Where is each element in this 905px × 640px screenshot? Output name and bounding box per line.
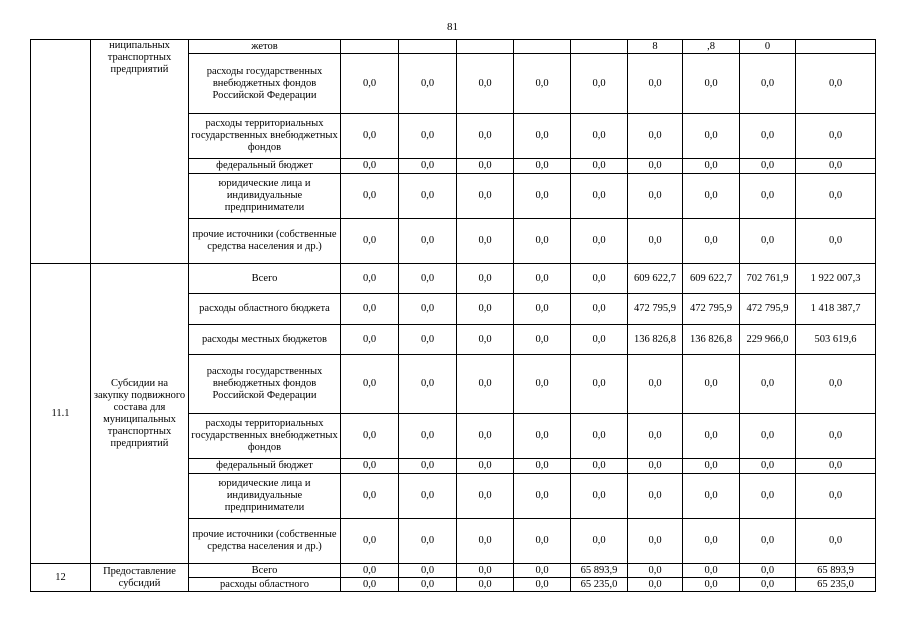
value-cell: 0,0: [457, 564, 514, 578]
value-cell: 503 619,6: [796, 325, 876, 355]
value-cell: 0,0: [457, 294, 514, 325]
value-cell: 0,0: [457, 264, 514, 294]
value-cell: 0,0: [683, 355, 740, 414]
funding-source: расходы территориальных государственных внебюджетных фондов: [189, 414, 341, 459]
value-cell: 0,0: [457, 159, 514, 174]
value-cell: 0,0: [457, 474, 514, 519]
table-body: [31, 40, 876, 592]
funding-source: расходы государственных внебюджетных фондов Российской Федерации: [189, 54, 341, 114]
value-cell: [514, 40, 571, 54]
value-cell: 0,0: [514, 474, 571, 519]
value-cell: 0,0: [628, 459, 683, 474]
value-cell: 702 761,9: [740, 264, 796, 294]
value-cell: 0,0: [457, 355, 514, 414]
value-cell: 0,0: [341, 519, 399, 564]
value-cell: 0,0: [341, 159, 399, 174]
value-cell: 0,0: [628, 474, 683, 519]
value-cell: 0,0: [628, 54, 683, 114]
funding-source: расходы местных бюджетов: [189, 325, 341, 355]
funding-source: расходы областного: [189, 578, 341, 592]
value-cell: 0,0: [796, 159, 876, 174]
value-cell: 609 622,7: [683, 264, 740, 294]
value-cell: 0,0: [341, 114, 399, 159]
value-cell: 0,0: [740, 414, 796, 459]
value-cell: 0,0: [514, 219, 571, 264]
value-cell: 0,0: [399, 414, 457, 459]
value-cell: 0,0: [628, 174, 683, 219]
value-cell: 0,0: [457, 114, 514, 159]
value-cell: 0,0: [457, 459, 514, 474]
value-cell: 0,0: [740, 174, 796, 219]
value-cell: 0,0: [399, 159, 457, 174]
value-cell: 609 622,7: [628, 264, 683, 294]
funding-source: юридические лица и индивидуальные предприниматели: [189, 174, 341, 219]
value-cell: 0,0: [341, 355, 399, 414]
value-cell: 0,0: [514, 114, 571, 159]
value-cell: 0,0: [514, 564, 571, 578]
value-cell: 0,0: [341, 459, 399, 474]
value-cell: 0,0: [341, 414, 399, 459]
value-cell: 0,0: [514, 294, 571, 325]
value-cell: 472 795,9: [628, 294, 683, 325]
funding-source: жетов: [189, 40, 341, 54]
value-cell: 0,0: [571, 325, 628, 355]
value-cell: 0,0: [399, 474, 457, 519]
value-cell: 1 418 387,7: [796, 294, 876, 325]
value-cell: ,8: [683, 40, 740, 54]
item-number: [31, 40, 91, 264]
item-name: Субсидии на закупку подвижного состава для муниципальных транспортных предприятий: [91, 264, 189, 564]
funding-source: юридические лица и индивидуальные предприниматели: [189, 474, 341, 519]
value-cell: 65 893,9: [571, 564, 628, 578]
value-cell: 0,0: [628, 159, 683, 174]
value-cell: 0,0: [341, 264, 399, 294]
value-cell: 65 235,0: [796, 578, 876, 592]
value-cell: [796, 40, 876, 54]
value-cell: 0,0: [796, 459, 876, 474]
value-cell: 0,0: [457, 325, 514, 355]
funding-source: расходы государственных внебюджетных фондов Российской Федерации: [189, 355, 341, 414]
value-cell: 0,0: [740, 355, 796, 414]
value-cell: [399, 40, 457, 54]
value-cell: 0,0: [571, 459, 628, 474]
value-cell: 0,0: [341, 578, 399, 592]
value-cell: 0,0: [571, 219, 628, 264]
value-cell: 0,0: [514, 355, 571, 414]
budget-table: [30, 39, 876, 592]
value-cell: 0,0: [683, 519, 740, 564]
value-cell: 0,0: [341, 294, 399, 325]
value-cell: 0,0: [683, 474, 740, 519]
value-cell: 0,0: [740, 578, 796, 592]
value-cell: 0,0: [514, 264, 571, 294]
value-cell: 0,0: [571, 474, 628, 519]
value-cell: 0,0: [514, 414, 571, 459]
value-cell: 0,0: [457, 414, 514, 459]
value-cell: 0,0: [399, 219, 457, 264]
value-cell: 0,0: [514, 174, 571, 219]
value-cell: 0,0: [341, 474, 399, 519]
value-cell: 0,0: [341, 325, 399, 355]
item-name: ниципальных транспортных предприятий: [91, 40, 189, 264]
value-cell: 0,0: [683, 174, 740, 219]
value-cell: 0,0: [399, 564, 457, 578]
funding-source: расходы областного бюджета: [189, 294, 341, 325]
value-cell: 0,0: [571, 414, 628, 459]
table-row: [31, 40, 876, 54]
value-cell: 0,0: [399, 325, 457, 355]
value-cell: 0,0: [740, 519, 796, 564]
table-row: [31, 264, 876, 294]
value-cell: 0,0: [571, 159, 628, 174]
value-cell: 8: [628, 40, 683, 54]
value-cell: 0,0: [740, 564, 796, 578]
value-cell: 0,0: [683, 219, 740, 264]
value-cell: 0,0: [571, 114, 628, 159]
value-cell: 0,0: [341, 174, 399, 219]
value-cell: [457, 40, 514, 54]
value-cell: 0,0: [740, 159, 796, 174]
value-cell: 0,0: [683, 114, 740, 159]
value-cell: 0,0: [399, 459, 457, 474]
value-cell: 0,0: [796, 414, 876, 459]
item-number: 12: [31, 564, 91, 592]
value-cell: 0,0: [341, 564, 399, 578]
value-cell: 0,0: [399, 294, 457, 325]
funding-source: Всего: [189, 264, 341, 294]
value-cell: 0,0: [571, 174, 628, 219]
value-cell: 0,0: [628, 114, 683, 159]
value-cell: 0,0: [399, 54, 457, 114]
value-cell: 0,0: [399, 114, 457, 159]
value-cell: 0,0: [740, 54, 796, 114]
value-cell: 65 235,0: [571, 578, 628, 592]
funding-source: Всего: [189, 564, 341, 578]
value-cell: 0,0: [514, 54, 571, 114]
value-cell: 229 966,0: [740, 325, 796, 355]
value-cell: 0,0: [683, 578, 740, 592]
value-cell: 0,0: [399, 519, 457, 564]
value-cell: 0,0: [571, 294, 628, 325]
value-cell: 0,0: [740, 459, 796, 474]
value-cell: 0,0: [628, 564, 683, 578]
value-cell: 0,0: [514, 519, 571, 564]
item-name: Предоставление субсидий: [91, 564, 189, 592]
value-cell: 472 795,9: [683, 294, 740, 325]
value-cell: 0,0: [399, 264, 457, 294]
value-cell: 0,0: [571, 355, 628, 414]
value-cell: 0,0: [683, 54, 740, 114]
value-cell: 0,0: [457, 54, 514, 114]
value-cell: 0,0: [796, 114, 876, 159]
table-row: [31, 564, 876, 578]
value-cell: 0,0: [514, 159, 571, 174]
value-cell: 136 826,8: [683, 325, 740, 355]
value-cell: 0,0: [796, 355, 876, 414]
value-cell: 0,0: [796, 54, 876, 114]
value-cell: 0,0: [628, 355, 683, 414]
value-cell: 0,0: [796, 474, 876, 519]
value-cell: 0,0: [341, 219, 399, 264]
value-cell: 0,0: [683, 459, 740, 474]
value-cell: 0,0: [796, 219, 876, 264]
value-cell: 0,0: [571, 519, 628, 564]
funding-source: прочие источники (собственные средства населения и др.): [189, 219, 341, 264]
page-number: 81: [447, 21, 458, 33]
value-cell: 0,0: [399, 578, 457, 592]
funding-source: расходы территориальных государственных внебюджетных фондов: [189, 114, 341, 159]
value-cell: 0,0: [457, 578, 514, 592]
value-cell: 472 795,9: [740, 294, 796, 325]
value-cell: 0,0: [683, 159, 740, 174]
value-cell: 0,0: [514, 578, 571, 592]
value-cell: 0,0: [399, 355, 457, 414]
value-cell: 0,0: [628, 414, 683, 459]
funding-source: федеральный бюджет: [189, 159, 341, 174]
value-cell: 0,0: [628, 578, 683, 592]
value-cell: 0,0: [683, 564, 740, 578]
value-cell: 136 826,8: [628, 325, 683, 355]
value-cell: 0,0: [683, 414, 740, 459]
value-cell: 0,0: [740, 219, 796, 264]
value-cell: 0,0: [628, 519, 683, 564]
value-cell: 0,0: [571, 54, 628, 114]
value-cell: 1 922 007,3: [796, 264, 876, 294]
value-cell: 0,0: [514, 325, 571, 355]
value-cell: [571, 40, 628, 54]
item-number: 11.1: [31, 264, 91, 564]
value-cell: 0,0: [796, 519, 876, 564]
value-cell: 0,0: [740, 474, 796, 519]
value-cell: 0,0: [628, 219, 683, 264]
value-cell: 0,0: [457, 519, 514, 564]
value-cell: 0,0: [457, 219, 514, 264]
value-cell: 0: [740, 40, 796, 54]
value-cell: [341, 40, 399, 54]
value-cell: 0,0: [740, 114, 796, 159]
value-cell: 0,0: [399, 174, 457, 219]
value-cell: 0,0: [341, 54, 399, 114]
value-cell: 65 893,9: [796, 564, 876, 578]
value-cell: 0,0: [457, 174, 514, 219]
value-cell: 0,0: [514, 459, 571, 474]
funding-source: федеральный бюджет: [189, 459, 341, 474]
value-cell: 0,0: [796, 174, 876, 219]
funding-source: прочие источники (собственные средства населения и др.): [189, 519, 341, 564]
value-cell: 0,0: [571, 264, 628, 294]
